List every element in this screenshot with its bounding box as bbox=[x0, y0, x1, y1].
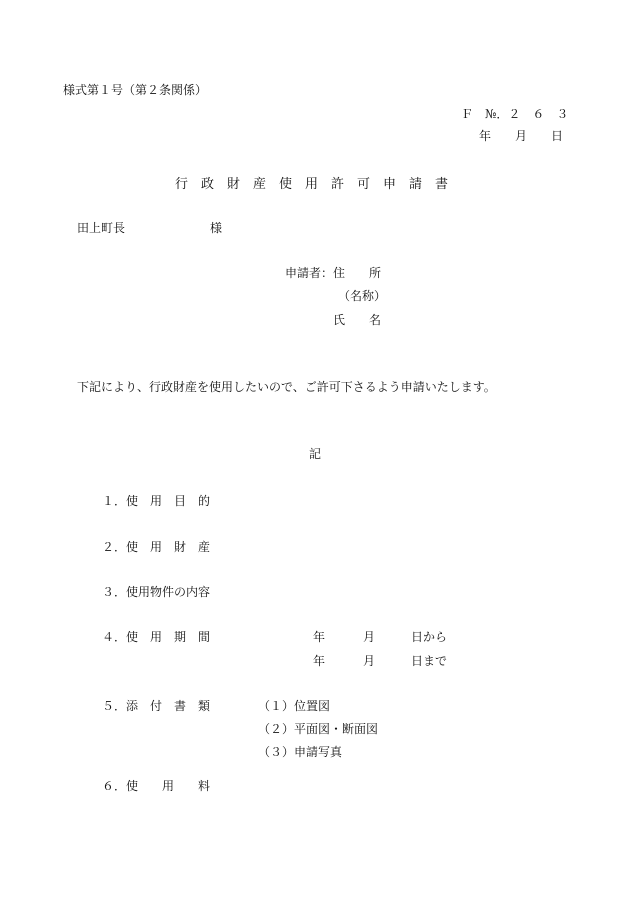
period-from-month: 月 bbox=[363, 630, 376, 644]
period-from-year: 年 bbox=[313, 630, 326, 644]
form-number: Ｆ №．２ ６ ３ bbox=[461, 107, 569, 121]
form-label: 様式第１号（第２条関係） bbox=[63, 83, 208, 97]
body-text: 下記により、行政財産を使用したいので、ご許可下さるよう申請いたします。 bbox=[77, 380, 496, 394]
item-purpose: １．使 用 目 的 bbox=[102, 494, 211, 508]
addressee-name: 田上町長 bbox=[77, 221, 126, 235]
attachment-item: （３）申請写真 bbox=[258, 745, 343, 759]
item-property: ２．使 用 財 産 bbox=[102, 540, 211, 554]
attachment-item: （２）平面図・断面図 bbox=[258, 722, 379, 736]
period-to-year: 年 bbox=[313, 654, 326, 668]
item-fee: ６．使 用 料 bbox=[102, 779, 211, 793]
attachment-item: （１）位置図 bbox=[258, 699, 331, 713]
ki-heading: 記 bbox=[309, 447, 322, 461]
period-to-day: 日まで bbox=[411, 654, 448, 668]
item-attachments: ５．添 付 書 類 bbox=[102, 699, 211, 713]
period-from-day: 日から bbox=[411, 630, 448, 644]
applicant-company-label: （名称） bbox=[338, 289, 387, 303]
addressee-honorific: 様 bbox=[210, 221, 223, 235]
date-line: 年 月 日 bbox=[479, 129, 564, 143]
item-period: ４．使 用 期 間 bbox=[102, 630, 211, 644]
period-to-month: 月 bbox=[363, 654, 376, 668]
document-title: 行 政 財 産 使 用 許 可 申 請 書 bbox=[175, 177, 449, 192]
applicant-address-label: 申請者：住 所 bbox=[285, 266, 382, 280]
applicant-name-label: 氏 名 bbox=[333, 313, 382, 327]
item-content: ３．使用物件の内容 bbox=[102, 585, 211, 599]
